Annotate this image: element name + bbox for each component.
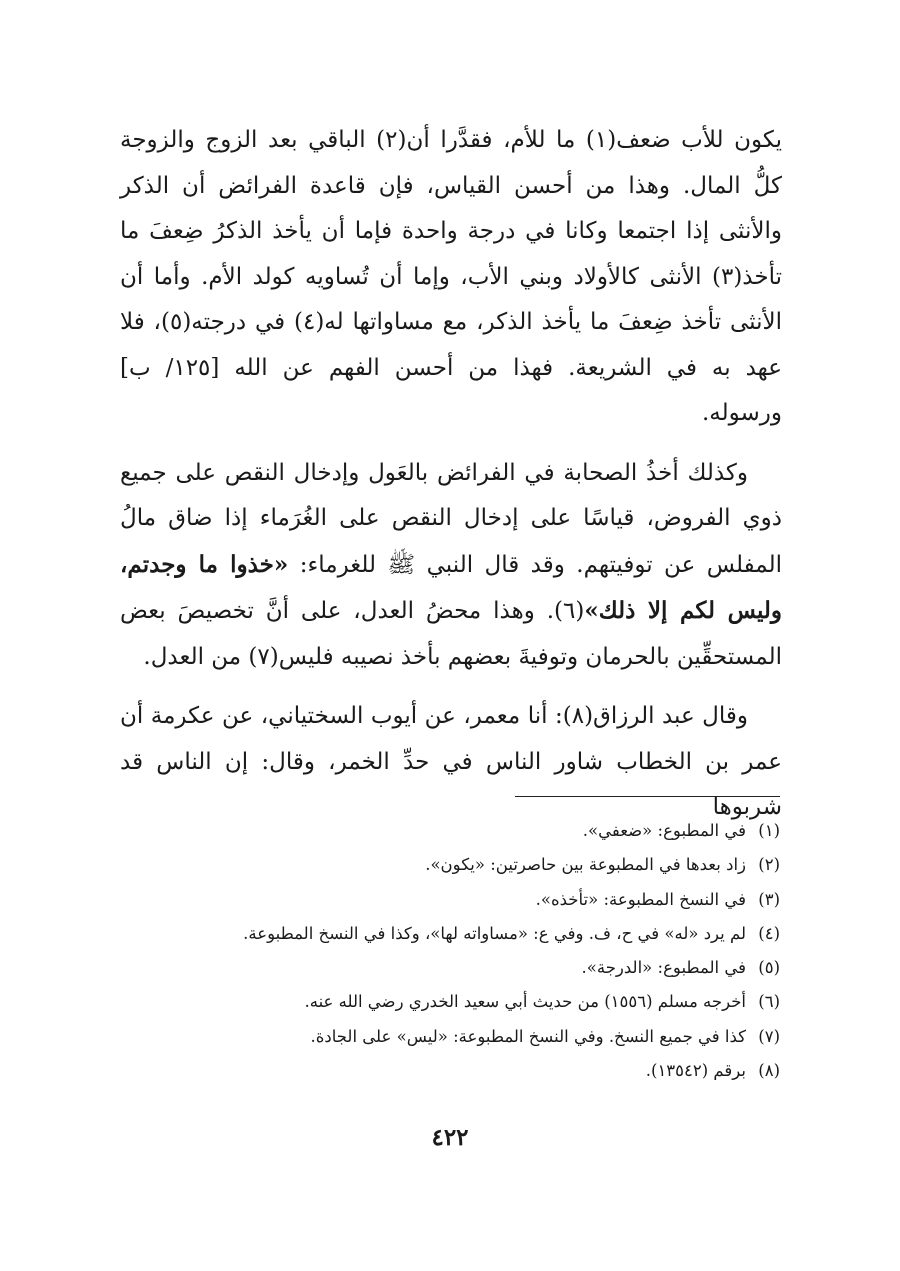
paragraph-1-text: يكون للأب ضعف(١) ما للأم، فقدَّرا أن(٢) الباقي بعد الزوج والزوجة كلُّ المال. وهذا من أحسن القياس، فإن قاعدة الفرائض أن الذكر والأنثى إذا اجتمعا وكانا في درجة واحدة فإما أن يأخذ الذكرُ ضِعفَ ما تأخذ(٣) الأنثى كالأولاد وبني الأب، وإما أن تُساويه كولد الأم. وأما أن الأنثى تأخذ ضِعفَ ما يأخذ الذكر، مع مساواتها له(٤) في درجته(٥)، فلا عهد به في الشريعة. فهذا من أحسن الفهم عن الله [١٢٥/ ب] ورسوله. [120,127,783,426]
footnotes [130,814,780,1088]
main-text [120,118,782,845]
footnote [130,848,780,882]
footnote-text: برقم (١٣٥٤٢). [645,1061,746,1081]
footnote-text: زاد بعدها في المطبوعة بين حاصرتين: «يكون». [425,855,746,875]
paragraph-3-text: وقال عبد الرزاق(٨): أنا معمر، عن أيوب السختياني، عن عكرمة أن عمر بن الخطاب شاور الناس في حدِّ الخمر، وقال: إن الناس قد شربوها [120,703,782,820]
footnote-text: في النسخ المطبوعة: «تأخذه». [535,889,746,909]
footnote [130,985,780,1019]
footnote-number: (١) [758,821,780,840]
footnote-number: (٥) [758,958,780,978]
footnote-number: (٢) [758,855,780,875]
paragraph-1 [120,118,782,437]
footnote [130,814,780,848]
footnote-text: في المطبوع: «ضعفي». [582,821,746,840]
footnote [130,1054,780,1088]
hadith-quote: «خذوا ما وجدتم، وليس لكم إلا ذلك» [120,550,782,624]
footnote-number: (٣) [758,889,780,909]
paragraph-2-text: وكذلك أخذُ الصحابة في الفرائض بالعَول وإدخال النقص على جميع ذوي الفروض، قياسًا على إدخال النقص على الغُرَماء إذا ضاق مالُ المفلس عن توفيتهم. وقد قال النبي ﷺ للغرماء: [120,459,782,578]
footnote-text: أخرجه مسلم (١٥٥٦) من حديث أبي سعيد الخدري رضي الله عنه. [304,992,746,1012]
paragraph-2 [120,451,782,681]
footnote-number: (٨) [758,1061,780,1081]
paragraph-3 [120,694,782,831]
footnote [130,917,780,951]
footnote-text: كذا في جميع النسخ. وفي النسخ المطبوعة: «ليس» على الجادة. [310,1026,746,1046]
footnote-number: (٤) [758,923,780,943]
footnote-number: (٦) [758,992,780,1012]
footnote [130,951,780,985]
footnote-text: لم يرد «له» في ح، ف. وفي ع: «مساواته لها»، وكذا في النسخ المطبوعة. [243,923,746,943]
footnote-number: (٧) [758,1026,780,1046]
footnote-separator [515,796,780,797]
footnote-text: في المطبوع: «الدرجة». [581,958,746,978]
page-number: ٤٢٢ [431,1124,469,1151]
paragraph-2-continuation: (٦). وهذا محضُ العدل، على أنَّ تخصيصَ بعض المستحقِّين بالحرمان وتوفيةَ بعضهم بأخذ نصيبه فليس(٧) من العدل. [120,598,782,670]
footnote [130,1020,780,1054]
footnote [130,883,780,917]
